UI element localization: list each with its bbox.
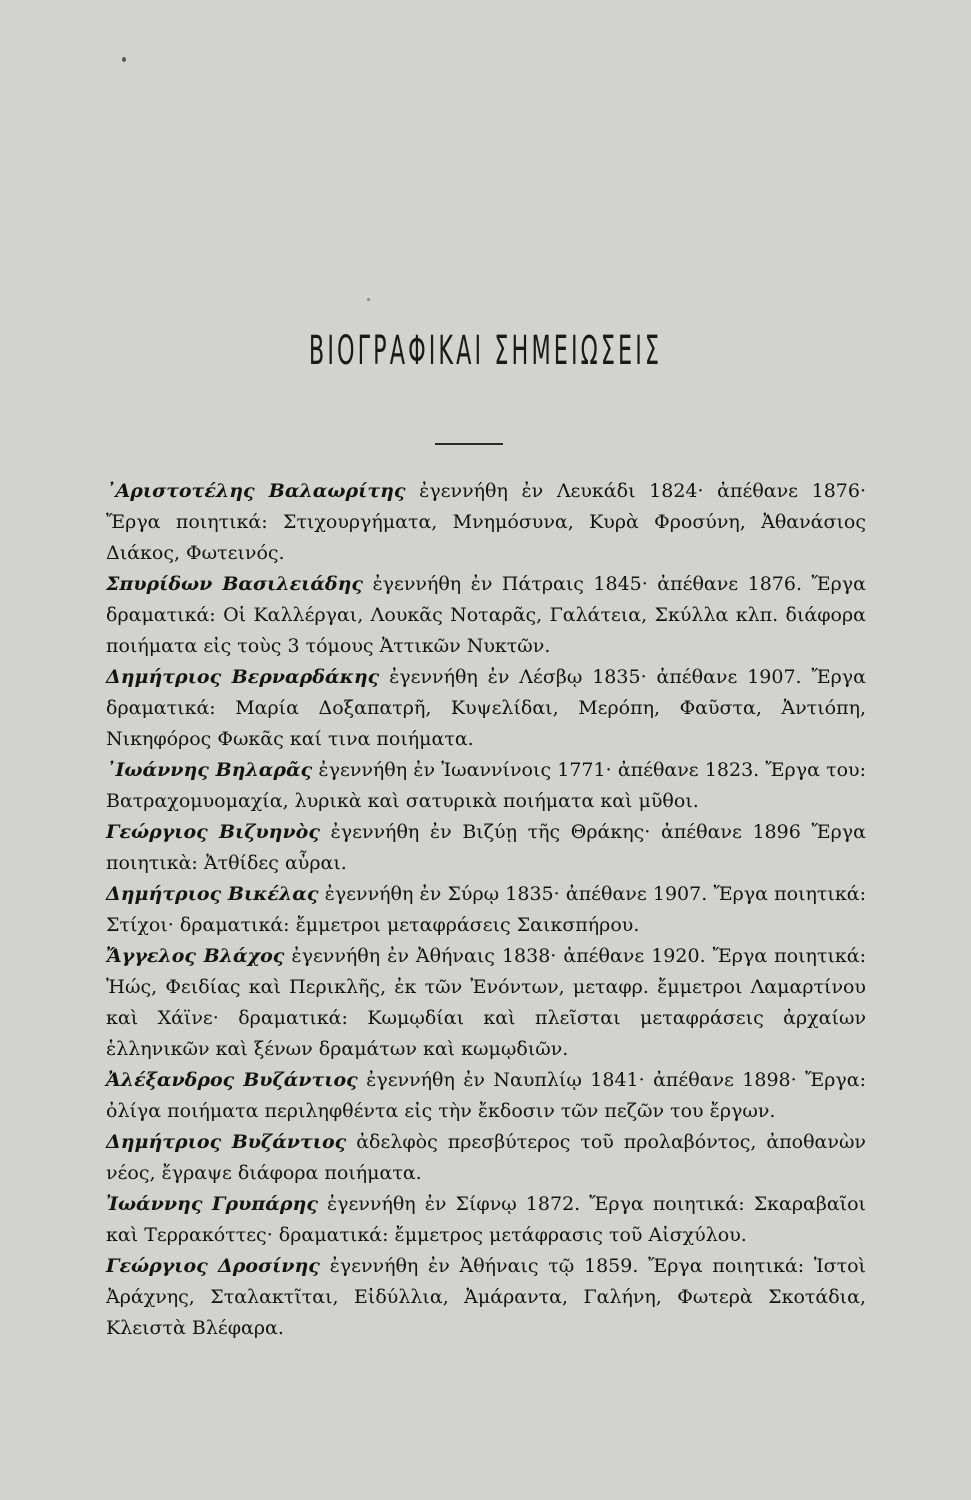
biography-entry — [106, 1251, 866, 1344]
biography-entry — [106, 662, 866, 755]
entry-name: Δημήτριος Βερναρδάκης — [106, 666, 380, 688]
entry-text: ἐγεννήθη ἐν Ἰωαννίνοις 1771· ἀπέθανε 1823. Ἔργα του: Βατραχομυομαχία, λυρικὰ καὶ σατυρικὰ ποιήματα καὶ μῦθοι. — [106, 759, 866, 812]
biography-entry — [106, 1127, 866, 1189]
entry-text: ἐγεννήθη ἐν Σίφνῳ 1872. Ἔργα ποιητικά: Σκαραβαῖοι καὶ Τερρακόττες· δραματικά: ἔμμετρος μετάφρασις τοῦ Αἰσχύλου. — [106, 1193, 866, 1246]
biography-entry — [106, 1189, 866, 1251]
biography-entry — [106, 879, 866, 941]
biography-entry — [106, 817, 866, 879]
biography-list — [106, 476, 866, 1344]
entry-text: ἐγεννήθη ἐν Λευκάδι 1824· ἀπέθανε 1876· Ἔργα ποιητικά: Στιχουργήματα, Μνημόσυνα, Κυρὰ Φροσύνη, Ἀθανάσιος Διάκος, Φωτεινός. — [106, 480, 866, 564]
entry-text: ἐγεννήθη ἐν Ἀθήναις τῷ 1859. Ἔργα ποιητικά: Ἱστοὶ Ἀράχνης, Σταλακτῖται, Εἰδύλλια, Ἀμάραντα, Γαλήνη, Φωτερὰ Σκοτάδια, Κλειστὰ Βλέφαρα. — [106, 1255, 866, 1339]
biography-entry — [106, 755, 866, 817]
biography-entry — [106, 941, 866, 1065]
biography-entry — [106, 476, 866, 569]
page-title: ΒΙΟΓΡΑΦΙΚΑΙ ΣΗΜΕΙΩΣΕΙΣ — [308, 328, 663, 374]
entry-text: ἐγεννήθη ἐν Πάτραις 1845· ἀπέθανε 1876. Ἔργα δραματικά: Οἱ Καλλέργαι, Λουκᾶς Νοταρᾶς, Γαλάτεια, Σκύλλα κλπ. διάφορα ποιήματα εἰς τοὺς 3 τόμους Ἀττικῶν Νυκτῶν. — [106, 573, 866, 657]
biography-entry — [106, 569, 866, 662]
entry-name: ᾿Αριστοτέλης Βαλαωρίτης — [106, 480, 406, 502]
entry-name: ᾿Ιωάννης Βηλαρᾶς — [106, 759, 313, 781]
biography-entry — [106, 1065, 866, 1127]
entry-name: Γεώργιος Δροσίνης — [106, 1255, 320, 1277]
entry-text: ἐγεννήθη ἐν Ἀθήναις 1838· ἀπέθανε 1920. Ἔργα ποιητικά: Ἠώς, Φειδίας καὶ Περικλῆς, ἐκ τῶν Ἐνόντων, μεταφρ. ἔμμετροι Λαμαρτίνου καὶ Χάϊνε· δραματικά: Κωμῳδίαι καὶ πλεῖσται μεταφράσεις ἀρχαίων ἑλληνικῶν καὶ ξένων δραμάτων καὶ κωμῳδιῶν. — [106, 945, 867, 1060]
entry-name: Γεώργιος Βιζυηνὸς — [106, 821, 320, 843]
entry-name: Ἄγγελος Βλάχος — [106, 945, 285, 967]
entry-name: Ἰωάννης Γρυπάρης — [106, 1193, 318, 1215]
entry-name: Δημήτριος Βυζάντιος — [106, 1131, 347, 1153]
entry-text: ἐγεννήθη ἐν Λέσβῳ 1835· ἀπέθανε 1907. Ἔργα δραματικά: Μαρία Δοξαπατρῆ, Κυψελίδαι, Μερόπη, Φαῦστα, Ἀντιόπη, Νικηφόρος Φωκᾶς καί τινα ποιήματα. — [106, 666, 866, 750]
entry-text: ἐγεννήθη ἐν Ναυπλίῳ 1841· ἀπέθανε 1898· Ἔργα: ὀλίγα ποιήματα περιληφθέντα εἰς τὴν ἔκδοσιν τῶν πεζῶν του ἔργων. — [106, 1069, 867, 1122]
entry-text: ἐγεννήθη ἐν Βιζύῃ τῆς Θράκης· ἀπέθανε 1896 Ἔργα ποιητικὰ: Ἀτθίδες αὖραι. — [106, 821, 866, 874]
page-speck — [367, 298, 370, 301]
title-divider — [435, 443, 503, 445]
entry-name: Δημήτριος Βικέλας — [106, 883, 319, 905]
page-speck — [122, 57, 126, 62]
entry-name: Σπυρίδων Βασιλειάδης — [106, 573, 363, 595]
entry-text: ἀδελφὸς πρεσβύτερος τοῦ προλαβόντος, ἀποθανὼν νέος, ἔγραψε διάφορα ποιήματα. — [106, 1131, 866, 1184]
entry-text: ἐγεννήθη ἐν Σύρῳ 1835· ἀπέθανε 1907. Ἔργα ποιητικά: Στίχοι· δραματικά: ἔμμετροι μεταφράσεις Σαικσπήρου. — [106, 883, 866, 936]
entry-name: Ἀλέξανδρος Βυζάντιος — [106, 1069, 358, 1091]
